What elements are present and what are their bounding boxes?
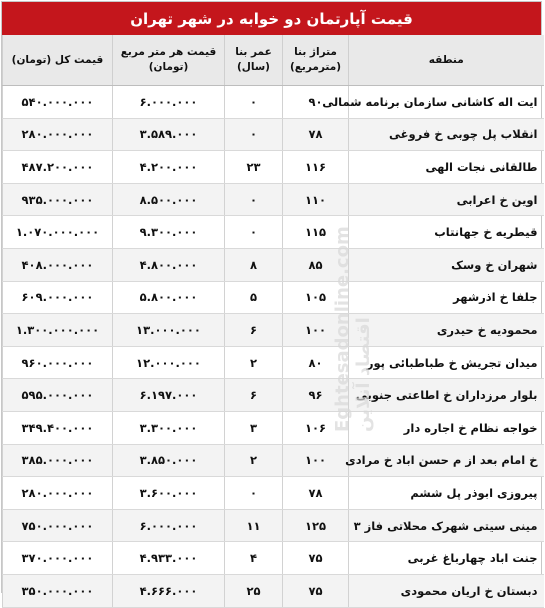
age-cell: ۰ <box>225 118 283 151</box>
column-header-region: منطقه <box>349 35 544 86</box>
age-cell: ۱۱ <box>225 509 283 542</box>
price-per-meter-cell: ۴.۸۰۰.۰۰۰ <box>113 248 225 281</box>
price-per-meter-cell: ۳.۸۵۰.۰۰۰ <box>113 444 225 477</box>
age-cell: ۲ <box>225 444 283 477</box>
region-cell: قیطریه خ جهانتاب <box>349 216 544 249</box>
total-price-cell: ۴۰۸.۰۰۰.۰۰۰ <box>3 248 113 281</box>
region-cell: ایت اله کاشانی سازمان برنامه شمالی <box>349 86 544 119</box>
total-price-cell: ۳۸۵.۰۰۰.۰۰۰ <box>3 444 113 477</box>
age-cell: ۸ <box>225 248 283 281</box>
area-cell: ۱۰۶ <box>283 411 349 444</box>
price-per-meter-cell: ۵.۸۰۰.۰۰۰ <box>113 281 225 314</box>
area-cell: ۱۱۵ <box>283 216 349 249</box>
page-title: قیمت آپارتمان دو خوابه در شهر تهران <box>2 2 541 35</box>
table-row <box>3 379 544 412</box>
total-price-cell: ۳۵۰.۰۰۰.۰۰۰ <box>3 574 113 607</box>
table-row <box>3 281 544 314</box>
price-per-meter-cell: ۶.۰۰۰.۰۰۰ <box>113 86 225 119</box>
region-cell: بلوار مرزداران خ اطاعتی جنوبی <box>349 379 544 412</box>
area-cell: ۷۵ <box>283 542 349 575</box>
region-cell: خواجه نظام خ اجاره دار <box>349 411 544 444</box>
watermark-text: Eghtesadonline.com اقتصاد آنلاین <box>332 226 374 432</box>
region-cell: جنت اباد چهارباغ غربی <box>349 542 544 575</box>
table-row <box>3 248 544 281</box>
price-per-meter-cell: ۴.۲۰۰.۰۰۰ <box>113 151 225 184</box>
column-header-age: عمر بنا (سال) <box>225 35 283 86</box>
total-price-cell: ۱.۳۰۰.۰۰۰.۰۰۰ <box>3 314 113 347</box>
region-cell: طالقانی نجات الهی <box>349 151 544 184</box>
area-cell: ۹۶ <box>283 379 349 412</box>
age-cell: ۳ <box>225 411 283 444</box>
table-row <box>3 444 544 477</box>
age-cell: ۲۵ <box>225 574 283 607</box>
table-row <box>3 314 544 347</box>
table-row <box>3 216 544 249</box>
table-row <box>3 151 544 184</box>
age-cell: ۲۳ <box>225 151 283 184</box>
table-row <box>3 542 544 575</box>
price-table-card <box>1 1 542 598</box>
region-cell: اوین خ اعرابی <box>349 183 544 216</box>
table-row <box>3 86 544 119</box>
table-row <box>3 346 544 379</box>
region-cell: پیروزی ابوذر پل ششم <box>349 477 544 510</box>
price-per-meter-cell: ۳.۵۸۹.۰۰۰ <box>113 118 225 151</box>
total-price-cell: ۲۸۰.۰۰۰.۰۰۰ <box>3 118 113 151</box>
age-cell: ۰ <box>225 86 283 119</box>
total-price-cell: ۱.۰۷۰.۰۰۰.۰۰۰ <box>3 216 113 249</box>
column-header-price-per-meter: قیمت هر متر مربع (تومان) <box>113 35 225 86</box>
age-cell: ۶ <box>225 314 283 347</box>
price-per-meter-cell: ۱۲.۰۰۰.۰۰۰ <box>113 346 225 379</box>
table-row <box>3 509 544 542</box>
age-cell: ۶ <box>225 379 283 412</box>
table-row <box>3 183 544 216</box>
area-cell: ۸۵ <box>283 248 349 281</box>
region-cell: انقلاب پل چوبی خ فروغی <box>349 118 544 151</box>
total-price-cell: ۵۹۵.۰۰۰.۰۰۰ <box>3 379 113 412</box>
area-cell: ۷۵ <box>283 574 349 607</box>
table-row <box>3 574 544 607</box>
price-per-meter-cell: ۸.۵۰۰.۰۰۰ <box>113 183 225 216</box>
column-header-area: متراژ بنا (مترمربع) <box>283 35 349 86</box>
total-price-cell: ۶۰۹.۰۰۰.۰۰۰ <box>3 281 113 314</box>
area-cell: ۱۰۰ <box>283 314 349 347</box>
table-header-row <box>3 35 544 86</box>
table-row <box>3 477 544 510</box>
area-cell: ۱۰۰ <box>283 444 349 477</box>
total-price-cell: ۲۸۰.۰۰۰.۰۰۰ <box>3 477 113 510</box>
area-cell: ۹۰ <box>283 86 349 119</box>
region-cell: مینی سیتی شهرک محلاتی فاز ۳ <box>349 509 544 542</box>
total-price-cell: ۴۸۷.۲۰۰.۰۰۰ <box>3 151 113 184</box>
price-per-meter-cell: ۴.۶۶۶.۰۰۰ <box>113 574 225 607</box>
age-cell: ۰ <box>225 216 283 249</box>
price-per-meter-cell: ۶.۱۹۷.۰۰۰ <box>113 379 225 412</box>
apartment-price-table <box>2 35 544 608</box>
region-cell: شهران خ وسک <box>349 248 544 281</box>
total-price-cell: ۳۴۹.۴۰۰.۰۰۰ <box>3 411 113 444</box>
price-per-meter-cell: ۹.۳۰۰.۰۰۰ <box>113 216 225 249</box>
area-cell: ۷۸ <box>283 118 349 151</box>
area-cell: ۱۱۶ <box>283 151 349 184</box>
area-cell: ۷۸ <box>283 477 349 510</box>
price-per-meter-cell: ۶.۰۰۰.۰۰۰ <box>113 509 225 542</box>
total-price-cell: ۷۵۰.۰۰۰.۰۰۰ <box>3 509 113 542</box>
price-per-meter-cell: ۳.۳۰۰.۰۰۰ <box>113 411 225 444</box>
region-cell: خ امام بعد از م حسن اباد خ مرادی <box>349 444 544 477</box>
column-header-total-price: قیمت کل (تومان) <box>3 35 113 86</box>
price-per-meter-cell: ۳.۶۰۰.۰۰۰ <box>113 477 225 510</box>
area-cell: ۱۰۵ <box>283 281 349 314</box>
age-cell: ۴ <box>225 542 283 575</box>
total-price-cell: ۵۴۰.۰۰۰.۰۰۰ <box>3 86 113 119</box>
price-per-meter-cell: ۴.۹۳۳.۰۰۰ <box>113 542 225 575</box>
area-cell: ۱۱۰ <box>283 183 349 216</box>
age-cell: ۰ <box>225 183 283 216</box>
total-price-cell: ۹۶۰.۰۰۰.۰۰۰ <box>3 346 113 379</box>
region-cell: میدان تجریش خ طباطبائی پور <box>349 346 544 379</box>
price-per-meter-cell: ۱۳.۰۰۰.۰۰۰ <box>113 314 225 347</box>
age-cell: ۰ <box>225 477 283 510</box>
total-price-cell: ۹۳۵.۰۰۰.۰۰۰ <box>3 183 113 216</box>
age-cell: ۲ <box>225 346 283 379</box>
table-row <box>3 118 544 151</box>
area-cell: ۱۲۵ <box>283 509 349 542</box>
table-row <box>3 411 544 444</box>
region-cell: محمودیه خ حیدری <box>349 314 544 347</box>
age-cell: ۵ <box>225 281 283 314</box>
region-cell: جلفا خ اذرشهر <box>349 281 544 314</box>
total-price-cell: ۳۷۰.۰۰۰.۰۰۰ <box>3 542 113 575</box>
area-cell: ۸۰ <box>283 346 349 379</box>
region-cell: دبستان خ اریان محمودی <box>349 574 544 607</box>
